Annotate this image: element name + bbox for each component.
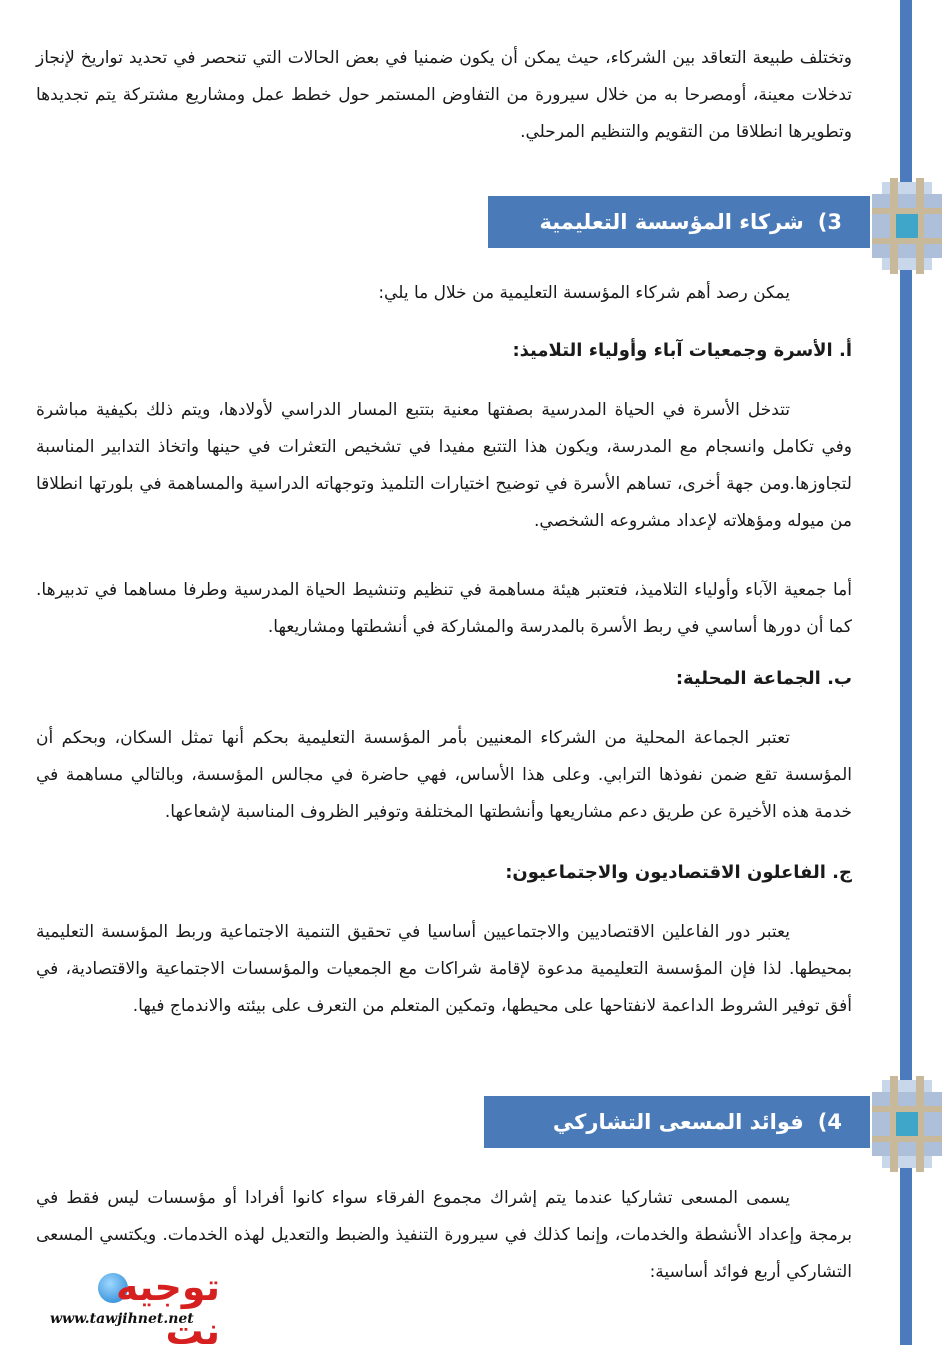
section-3-title: شركاء المؤسسة التعليمية xyxy=(539,210,804,234)
logo-url: www.tawjihnet.net xyxy=(50,1311,194,1327)
section-ornament-icon xyxy=(872,178,942,274)
family-paragraph-1: تتدخل الأسرة في الحياة المدرسية بصفتها معنية بتتبع المسار الدراسي لأولادها، ويتم ذلك بكيفية مباشرة وفي تكامل وانسجام مع المدرسة، ويكون هذا التتبع مفيدا في تشخيص التعثرات في حينها واتخاذ التدابير المناسبة لتجاوزها.ومن جهة أخرى، تساهم الأسرة في توضيح اختيارات التلميذ وتوجهاته الدراسية والمساهمة في بلورتها انطلاقا من ميوله ومؤهلاته لإعداد مشروعه الشخصي. xyxy=(36,400,852,531)
intro-paragraph: وتختلف طبيعة التعاقد بين الشركاء، حيث يمكن أن يكون ضمنيا في بعض الحالات التي تنحصر في تحديد تواريخ لإنجاز تدخلات معينة، أومصرحا به من خلال سيرورة من التفاوض المستمر حول خطط عمل ومشاريع مشتركة يتم تجديدها وتطويرها انطلاقا من التقويم والتنظيم المرحلي. xyxy=(36,48,852,142)
subheading-local: ب. الجماعة المحلية: xyxy=(675,668,852,689)
logo-brand-text: توجيه نت xyxy=(115,1265,220,1353)
section-3-banner xyxy=(488,196,870,248)
partners-intro: يمكن رصد أهم شركاء المؤسسة التعليمية من خلال ما يلي: xyxy=(378,283,790,303)
section-4-number: 4) xyxy=(817,1110,842,1134)
section-4-title: فوائد المسعى التشاركي xyxy=(552,1110,804,1134)
subheading-family: أ. الأسرة وجمعيات آباء وأولياء التلاميذ: xyxy=(512,340,852,361)
local-paragraph: تعتبر الجماعة المحلية من الشركاء المعنيين بأمر المؤسسة التعليمية بحكم أنها تمثل السكان، وبحكم أن المؤسسة تقع ضمن نفوذها الترابي. وعلى هذا الأساس، فهي حاضرة في مجالس المؤسسة، وبالتالي مساهمة في خدمة هذه الأخيرة عن طريق دعم مشاريعها وأنشطتها المختلفة وتوفير الظروف المناسبة لإشعاعها. xyxy=(36,728,852,822)
benefits-paragraph: يسمى المسعى تشاركيا عندما يتم إشراك مجموع الفرقاء سواء كانوا أفرادا أو مؤسسات ليس فقط في برمجة وإعداد الأنشطة والخدمات، وإنما كذلك في سيرورة التنفيذ والضبط والتعديل لهذه الخدمات. ويكتسي المسعى التشاركي أربع فوائد أساسية: xyxy=(36,1188,852,1282)
family-paragraph-2: أما جمعية الآباء وأولياء التلاميذ، فتعتبر هيئة مساهمة في تنظيم وتنشيط الحياة المدرسية وطرفا مساهما في تدبيرها. كما أن دورها أساسي في ربط الأسرة بالمدرسة والمشاركة في أنشطتها ومشاريعها. xyxy=(36,580,852,637)
subheading-economic: ج. الفاعلون الاقتصاديون والاجتماعيون: xyxy=(505,862,852,883)
tawjihnet-logo[interactable] xyxy=(20,1265,220,1353)
section-4-banner xyxy=(484,1096,870,1148)
section-ornament-icon-2 xyxy=(872,1076,942,1172)
section-3-number: 3) xyxy=(817,210,842,234)
economic-paragraph: يعتبر دور الفاعلين الاقتصاديين والاجتماعيين أساسيا في تحقيق التنمية الاجتماعية وربط المؤسسة التعليمية بمحيطها. لذا فإن المؤسسة التعليمية مدعوة لإقامة شراكات مع الجمعيات والمؤسسات الاجتماعية والاقتصادية، في أفق توفير الشروط الداعمة لانفتاحها على محيطها، وتمكين المتعلم من التعرف على بيئته والاندماج فيها. xyxy=(36,922,852,1016)
